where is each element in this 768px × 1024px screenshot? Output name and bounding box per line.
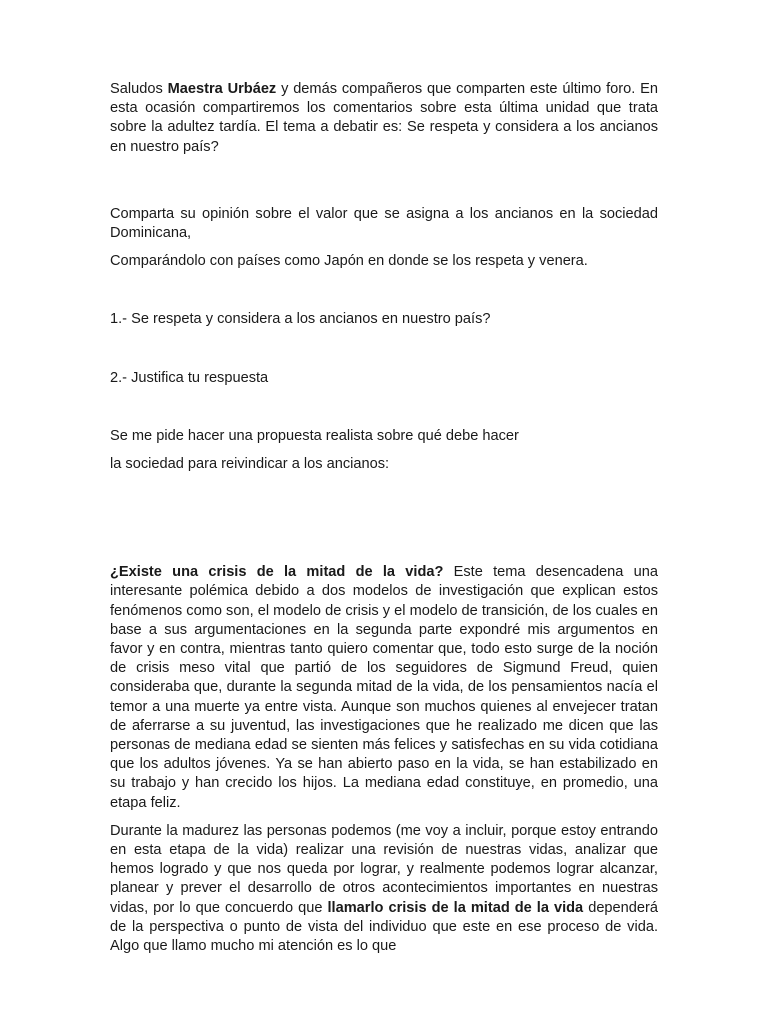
greeting-body: y demás compañeros que comparten este último foro. En esta ocasión compartiremos los comentarios sobre esta última unidad que trata sobre la adultez tardía. El tema a debatir es: Se respeta y considera a los ancianos en nuestro país? [110, 81, 658, 155]
midlife-crisis-heading: ¿Existe una crisis de la mitad de la vida? [110, 564, 444, 581]
maturity-body-start: Durante la madurez las personas podemos (me voy a incluir, porque estoy entrando en esta etapa de la vida) realizar una revisión de nuestras vidas, analizar que hemos logrado y que nos queda por lograr, y realmente podemos lograr alcanzar, planear y prever el desarrollo de otros acontecimientos importantes en nuestras vidas, por lo que concuerdo que [110, 822, 658, 916]
comparison-paragraph: Comparándolo con países como Japón en donde se los respeta y venera. [110, 253, 588, 270]
document-page [110, 80, 658, 956]
maturity-bold-phrase: llamarlo crisis de la mitad de la vida [327, 899, 584, 916]
teacher-name: Maestra Urbáez [167, 81, 277, 97]
maturity-paragraph [110, 822, 658, 956]
question-1: 1.- Se respeta y considera a los ancianos en nuestro país? [110, 311, 491, 328]
midlife-crisis-body: Este tema desencadena una interesante polémica debido a dos modelos de investigación que explican estos fenómenos como son, el modelo de crisis y el modelo de transición, de los cuales en base a sus argumentaciones en la segunda parte expondré mis argumentos en favor y en contra, mientras tanto quiero comentar que, todo esto surge de la noción de crisis meso vital que partió de los seguidores de Sigmund Freud, quien consideraba que, durante la segunda mitad de la vida, de los pensamientos nacía el temor a una muerte ya entre vista. Aunque son muchos quienes al envejecer tratan de aferrarse a su juventud, las investigaciones que he realizado me dicen que las personas de mediana edad se sienten más felices y satisfechas en su vida cotidiana que los adultos jóvenes. Ya se han abierto paso en la vida, se han estabilizado en su trabajo y han crecido los hijos. La mediana edad constituye, en promedio, una etapa feliz. [110, 564, 659, 811]
opinion-prompt-paragraph: Comparta su opinión sobre el valor que se asigna a los ancianos en la sociedad Dominicana, [110, 205, 658, 242]
greeting-prefix: Saludos [110, 81, 168, 97]
greeting-paragraph [110, 80, 658, 157]
midlife-crisis-paragraph [110, 563, 658, 813]
proposal-line-1: Se me pide hacer una propuesta realista sobre qué debe hacer [110, 427, 519, 444]
question-2: 2.- Justifica tu respuesta [110, 369, 269, 386]
proposal-line-2: la sociedad para reivindicar a los ancianos: [110, 456, 390, 473]
maturity-body-end: dependerá de la perspectiva o punto de vista del individuo que este en ese proceso de vida. Algo que llamo mucho mi atención es lo que [110, 899, 658, 955]
